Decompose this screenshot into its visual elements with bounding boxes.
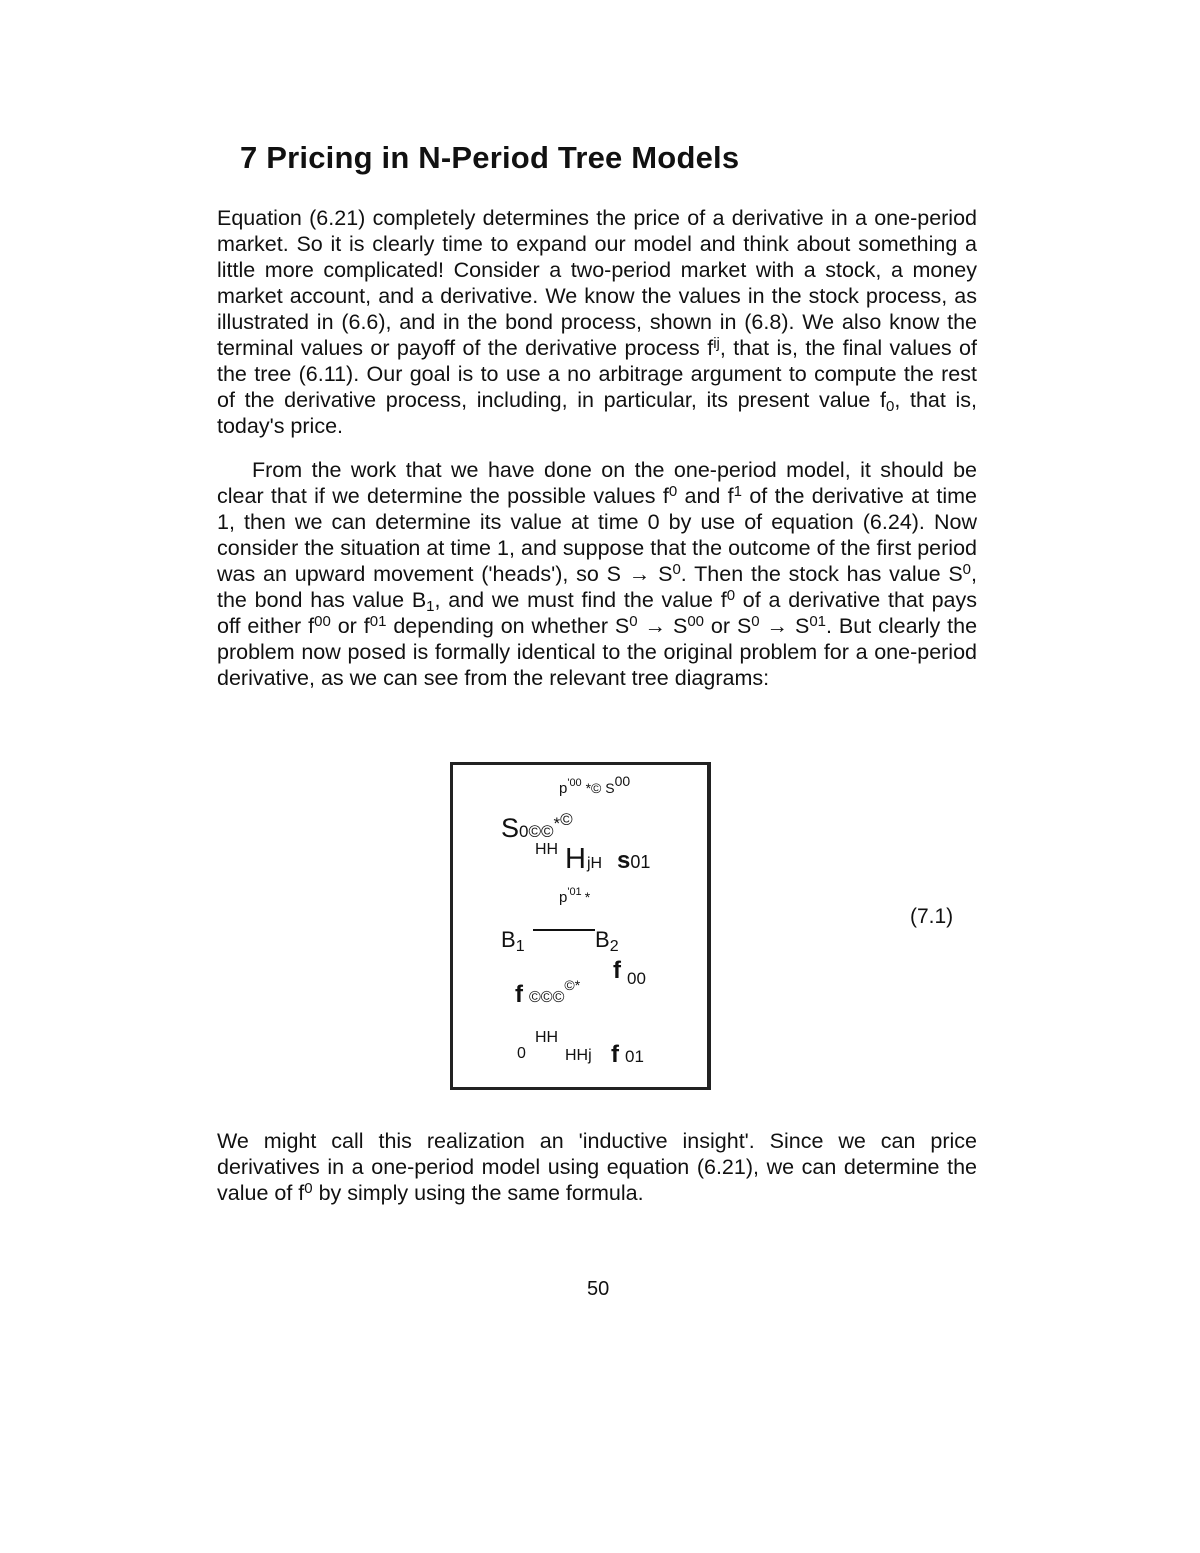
node-s0-sub: 0©© xyxy=(519,822,554,841)
text-span: From the work that we have done on the one-period model, it should be clear that if we determine the possible values f xyxy=(217,458,977,508)
text-span: , and we must find the value f xyxy=(434,588,727,612)
superscript: 01 xyxy=(369,613,387,630)
text-span: , the bond has value B xyxy=(217,562,977,612)
text-span: of the derivative at time 1, then we can determine its value at time 0 by use of equation (6.24). Now consider the situation at time 1, and suppose that the outcome of the first period was an upward movement ('heads'), so S → S xyxy=(217,484,978,586)
text-span: → S xyxy=(637,614,688,638)
prob-p01 xyxy=(559,886,591,906)
superscript: 0 xyxy=(751,613,760,630)
node-f00-letter: f xyxy=(613,957,621,984)
node-b2-sub: 2 xyxy=(609,938,619,955)
arrow-sup: © xyxy=(560,810,573,829)
text-span: or S xyxy=(704,614,752,638)
text-span: , that is, today's price. xyxy=(217,388,977,438)
node-f-sub-zero: 0 xyxy=(517,1045,526,1062)
subscript: 1 xyxy=(426,598,435,615)
node-s01 xyxy=(617,847,650,875)
branch-hh-lower: HH xyxy=(535,1029,559,1046)
text-span: We might call this realization an 'inductive insight'. Since we can price derivatives in a one-period model using equation (6.21), we can determine the value of f xyxy=(217,1129,977,1205)
node-f01-letter: f xyxy=(611,1041,619,1068)
equation-number: (7.1) xyxy=(910,905,954,928)
arrow-star: * xyxy=(584,889,591,905)
node-s01-letter: s xyxy=(617,847,631,874)
text-span: and f xyxy=(677,484,734,508)
superscript: 00 xyxy=(314,613,331,630)
node-s00-sup: 00 xyxy=(614,773,631,789)
node-f01-sub: 01 xyxy=(625,1047,644,1066)
prob-sup: '00 xyxy=(567,777,582,789)
superscript: 0 xyxy=(304,1180,313,1197)
paragraph-one-period xyxy=(217,457,977,691)
section-title: 7 Pricing in N-Period Tree Models xyxy=(240,140,740,175)
tree-diagram xyxy=(450,762,711,1090)
node-b1 xyxy=(501,927,525,953)
branch-h-big: H xyxy=(565,843,586,875)
branch-hhj: HHj xyxy=(565,1047,592,1064)
node-f00 xyxy=(613,957,646,989)
text-span: . But clearly the problem now posed is formally identical to the original problem for a one-period derivative, as we can see from the relevant tree diagrams: xyxy=(217,614,978,690)
text-span: depending on whether S xyxy=(386,614,630,638)
node-b1-letter: B xyxy=(501,927,516,952)
node-b2-letter: B xyxy=(595,927,610,952)
prob-sup: '01 xyxy=(567,886,582,898)
text-span: , that is, the final values of the tree (6.11). Our goal is to use a no arbitrage argument to compute the rest of the derivative process, including, in particular, its present value f xyxy=(217,336,977,412)
text-span: of a derivative that pays off either f xyxy=(217,588,978,638)
superscript: ij xyxy=(713,335,720,352)
node-s0-letter: S xyxy=(501,813,520,843)
node-s01-sub: 01 xyxy=(630,852,651,872)
superscript: 0 xyxy=(726,587,736,604)
bond-line xyxy=(533,929,595,931)
arrow-sup: ©* xyxy=(564,977,581,993)
branch-hh-upper: HH xyxy=(535,841,559,858)
text-span: → S xyxy=(759,614,810,638)
text-span: by simply using the same formula. xyxy=(312,1181,644,1205)
superscript: 0 xyxy=(629,613,638,630)
node-f00-sub: 00 xyxy=(627,969,646,988)
superscript: 1 xyxy=(733,483,742,500)
node-f-letter: f xyxy=(515,981,523,1008)
superscript: 01 xyxy=(809,613,827,630)
text-span: or f xyxy=(330,614,370,638)
paragraph-inductive-insight xyxy=(217,1128,977,1206)
arrow-star: * xyxy=(553,814,561,833)
text-span: . Then the stock has value S xyxy=(680,562,963,586)
node-b2 xyxy=(595,927,619,953)
branch-jh: jH xyxy=(587,855,603,872)
superscript: 0 xyxy=(668,483,678,500)
prob-p00-label xyxy=(559,773,631,798)
subscript: 0 xyxy=(886,398,895,415)
node-b1-sub: 1 xyxy=(515,938,525,955)
node-s0 xyxy=(501,810,573,844)
paragraph-intro xyxy=(217,205,977,439)
text-span: Equation (6.21) completely determines the price of a derivative in a one-period market. So it is clearly time to expand our model and think about something a little more complicated! Consider a two-period market with a stock, a money market account, and a derivative. We know the values in the stock process, as illustrated in (6.6), and in the bond process, shown in (6.8). We also know the terminal values or payoff of the derivative process f xyxy=(217,206,977,360)
superscript: 0 xyxy=(672,561,681,578)
prob-letter: p xyxy=(559,780,568,797)
node-f xyxy=(515,977,581,1009)
arrow-text: *© S xyxy=(581,780,615,796)
prob-letter: p xyxy=(559,889,568,906)
superscript: 0 xyxy=(962,561,972,578)
page-number: 50 xyxy=(587,1278,610,1300)
arrow-circles: ©©© xyxy=(529,989,565,1006)
superscript: 00 xyxy=(687,613,704,630)
node-f01 xyxy=(611,1041,644,1069)
